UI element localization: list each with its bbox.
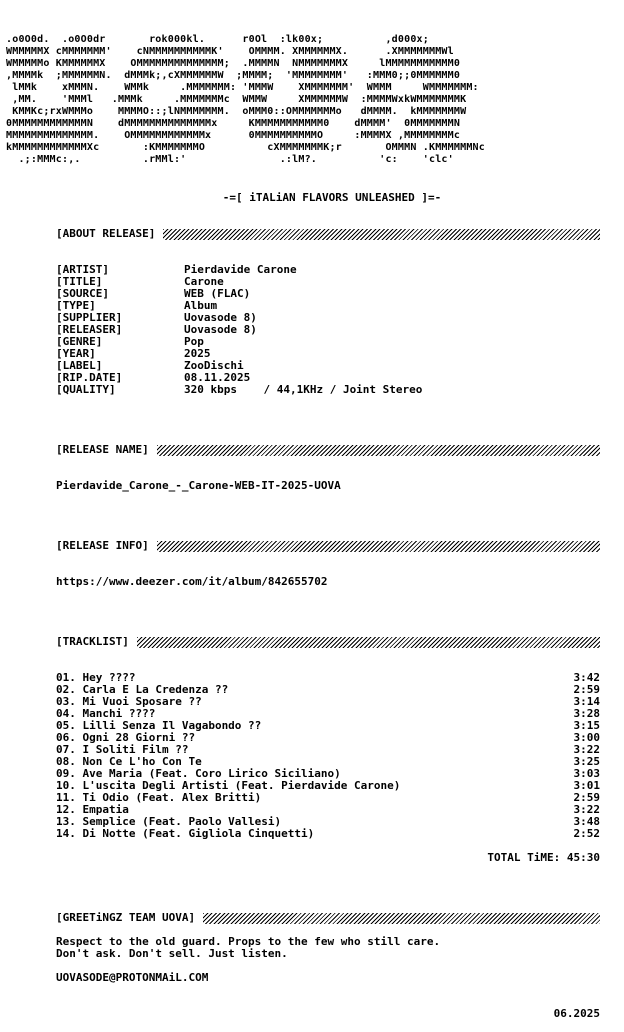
track-duration: 3:03 [573, 767, 600, 780]
field-key: [TYPE] [56, 299, 96, 312]
field-row [56, 324, 422, 336]
track-duration: 3:00 [573, 731, 600, 744]
footer-date: 06.2025 [553, 1007, 600, 1020]
field-row [56, 384, 422, 396]
track-duration: 2:52 [573, 827, 600, 840]
track-duration: 3:42 [573, 671, 600, 684]
contact-email: UOVASODE@PROTONMAiL.COM [56, 971, 209, 984]
field-value: Carone [184, 275, 224, 288]
release-info-header [56, 540, 600, 552]
track-duration: 3:15 [573, 719, 600, 732]
track-title: 12. Empatia [56, 803, 129, 816]
field-key: [GENRE] [56, 335, 103, 348]
field-value: Pop [184, 335, 204, 348]
track-duration: 3:01 [573, 779, 600, 792]
track-title: 14. Di Notte (Feat. Gigliola Cinquetti) [56, 827, 315, 840]
field-key: [QUALITY] [56, 383, 116, 396]
track-title: 02. Carla E La Credenza ?? [56, 683, 229, 696]
field-key: [TITLE] [56, 275, 103, 288]
ascii-art-logo: .o0O0d. .o0O0dr rok000kl. r0Ol :lk00x; ,d000x; WMMMMMX cMMMMMMM' cNMMMMMMMMMMK' OMMMM. XMMMMMMX. .XMMMMMMMWl WMMMMMo KMMMMMMX OMMMMMMMMMMMMMM; .MMMMN NMMMMMMMX lMMMMMMMMMMM0 ,MMMMk ;MMMMMMN. dMMMk;,cXMMMMMMW ;MMMM; 'MMMMMMMM' :MMM0;;0MMMMMM0 lMMk xMMMN. WMMk .MMMMMMM: 'MMMW XMMMMMMM' WMMM WMMMMMMM: ,MM. 'MMMl .MMMk .MMMMMMMc WMMW XMMMMMMW :MMMMWxkWMMMMMMMK KMMKc;rxWMMMo MMMMO::;lNMMMMMMM. oMMM0::OMMMMMMMo dMMMM. kMMMMMMMW 0MMMMMMMMMMMMN dMMMMMMMMMMMMMMx KMMMMMMMMMMM0 dMMMM' 0MMMMMMMN MMMMMMMMMMMMMM. OMMMMMMMMMMMMx 0MMMMMMMMMMO :MMMMX ,MMMMMMMMc kMMMMMMMMMMMMXc :KMMMMMMMO cXMMMMMMMK;r OMMMN .KMMMMMMNc .;:MMMc:,. .rMMl:' .:lM?. 'c: 'clc' [6, 34, 485, 165]
hatch-divider [157, 541, 600, 552]
track-duration: 2:59 [573, 683, 600, 696]
hatch-divider [203, 913, 600, 924]
field-key: [LABEL] [56, 359, 103, 372]
field-value: Uovasode 8) [184, 323, 257, 336]
about-release-header [56, 228, 600, 240]
field-key: [ARTIST] [56, 263, 109, 276]
section-title: [TRACKLIST] [56, 635, 129, 648]
track-title: 13. Semplice (Feat. Paolo Vallesi) [56, 815, 282, 828]
track-title: 06. Ogni 28 Giorni ?? [56, 731, 196, 744]
field-value: Uovasode 8) [184, 311, 257, 324]
field-key: [RIP.DATE] [56, 371, 123, 384]
field-value: 2025 [184, 347, 211, 360]
section-title: [ABOUT RELEASE] [56, 227, 156, 240]
field-key: [SOURCE] [56, 287, 109, 300]
field-value: Album [184, 299, 218, 312]
release-name-value: Pierdavide_Carone_-_Carone-WEB-IT-2025-UOVA [56, 479, 341, 492]
total-time: TOTAL TiME: 45:30 [487, 851, 600, 864]
track-duration: 3:25 [573, 755, 600, 768]
field-value: 08.11.2025 [184, 371, 251, 384]
hatch-divider [157, 445, 600, 456]
greetings-line: Respect to the old guard. Props to the few who still care. [56, 935, 441, 948]
field-value: ZooDischi [184, 359, 244, 372]
hatch-divider [137, 637, 600, 648]
section-title: [RELEASE INFO] [56, 539, 149, 552]
tagline: -=[ iTALiAN FLAVORS UNLEASHED ]=- [222, 191, 442, 204]
hatch-divider [163, 229, 600, 240]
field-value: 320 kbps / 44,1KHz / Joint Stereo [184, 383, 423, 396]
track-duration: 3:22 [573, 803, 600, 816]
track-duration: 3:28 [573, 707, 600, 720]
tracklist [56, 672, 600, 840]
section-title: [RELEASE NAME] [56, 443, 149, 456]
field-value: Pierdavide Carone [184, 263, 297, 276]
track-title: 01. Hey ???? [56, 671, 136, 684]
field-row [56, 336, 422, 348]
track-row [56, 792, 600, 804]
field-row [56, 264, 422, 276]
release-info-url: https://www.deezer.com/it/album/842655702 [56, 575, 328, 588]
track-title: 03. Mi Vuoi Sposare ?? [56, 695, 202, 708]
track-title: 05. Lilli Senza Il Vagabondo ?? [56, 719, 262, 732]
track-duration: 3:48 [573, 815, 600, 828]
field-key: [YEAR] [56, 347, 96, 360]
release-name-header [56, 444, 600, 456]
track-title: 04. Manchi ???? [56, 707, 156, 720]
track-duration: 2:59 [573, 791, 600, 804]
about-release-fields [56, 264, 422, 396]
track-title: 09. Ave Maria (Feat. Coro Lirico Siciliano) [56, 767, 341, 780]
greetings-header [56, 912, 600, 924]
track-title: 10. L'uscita Degli Artisti (Feat. Pierdavide Carone) [56, 779, 401, 792]
track-title: 08. Non Ce L'ho Con Te [56, 755, 202, 768]
field-value: WEB (FLAC) [184, 287, 251, 300]
field-row [56, 288, 422, 300]
field-key: [RELEASER] [56, 323, 123, 336]
track-duration: 3:22 [573, 743, 600, 756]
field-key: [SUPPLIER] [56, 311, 123, 324]
track-row [56, 828, 600, 840]
tracklist-header [56, 636, 600, 648]
section-title: [GREETiNGZ TEAM UOVA] [56, 911, 196, 924]
track-title: 11. Ti Odio (Feat. Alex Britti) [56, 791, 262, 804]
track-duration: 3:14 [573, 695, 600, 708]
greetings-line: Don't ask. Don't sell. Just listen. [56, 947, 288, 960]
track-title: 07. I Soliti Film ?? [56, 743, 189, 756]
